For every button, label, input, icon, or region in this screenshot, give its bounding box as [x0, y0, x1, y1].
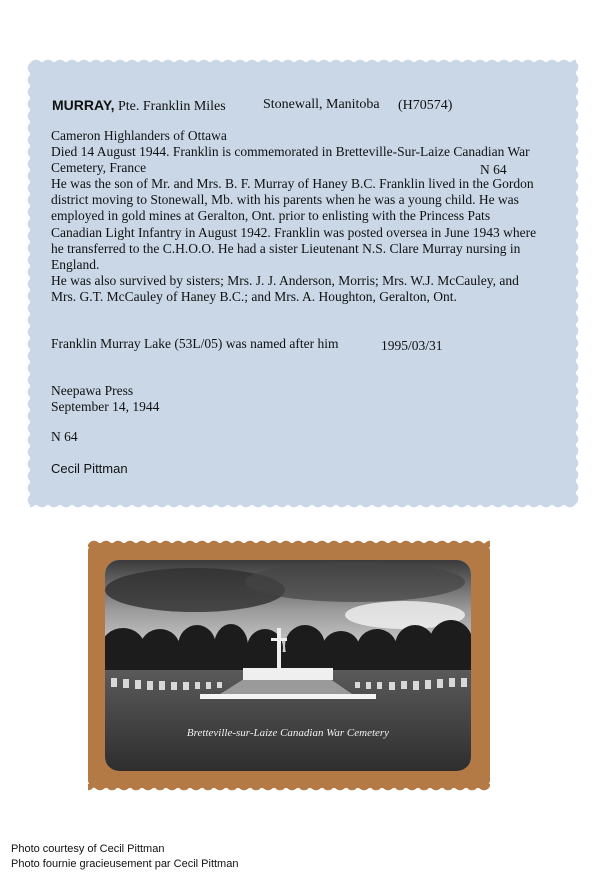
photo-credit-english: Photo courtesy of Cecil Pittman — [11, 843, 165, 855]
newspaper-name: Neepawa Press — [51, 383, 134, 398]
para2-line2: Mrs. G.T. McCauley of Haney B.C.; and Mrs. A. Houghton, Geralton, Ont. — [51, 288, 457, 304]
cloud — [245, 562, 465, 602]
reference-inline: N 64 — [480, 162, 507, 177]
cross-of-sacrifice — [277, 628, 281, 670]
para2-line1: He was also survived by sisters; Mrs. J. J. Anderson, Morris; Mrs. W.J. McCauley, and — [51, 272, 519, 288]
para1-line6: England. — [51, 256, 100, 272]
soldier-surname: MURRAY, — [52, 97, 115, 113]
para1-line3: employed in gold mines at Geralton, Ont. prior to enlisting with the Princess Pats — [51, 208, 491, 224]
lake-date: 1995/03/31 — [381, 338, 443, 353]
photo-frame — [88, 543, 490, 788]
cemetery-photo — [105, 560, 471, 771]
para1-line1: He was the son of Mr. and Mrs. B. F. Murray of Haney B.C. Franklin lived in the Gordon — [51, 176, 534, 192]
reference-number: N 64 — [51, 429, 78, 444]
newspaper-date: September 14, 1944 — [51, 399, 160, 414]
cemetery-illustration — [105, 560, 471, 771]
hometown: Stonewall, Manitoba — [263, 97, 380, 112]
card-scallop-left — [24, 62, 34, 505]
para1-line2: district moving to Stonewall, Mb. with his parents when he was a young child. He was — [51, 192, 519, 208]
lake-text: Franklin Murray Lake (53L/05) was named after him — [51, 336, 339, 351]
soldier-rank-name: Pte. Franklin Miles — [114, 99, 226, 114]
unit-line: Cameron Highlanders of Ottawa — [51, 128, 227, 143]
stone-of-remembrance — [243, 668, 333, 680]
obituary-body — [51, 128, 571, 305]
cross-arm — [271, 638, 287, 641]
service-number: (H70574) — [398, 98, 453, 113]
photo-caption: Bretteville-sur-Laize Canadian War Cemetery — [186, 727, 390, 739]
photo-credit-french: Photo fournie gracieusement par Cecil Pittman — [11, 858, 239, 870]
contributor-name: Cecil Pittman — [51, 461, 128, 476]
card-scallop-right — [572, 62, 582, 505]
cemetery-line: Cemetery, France — [51, 160, 147, 176]
para1-line4: Canadian Light Infantry in August 1942. Franklin was posted oversea in June 1943 where — [51, 224, 537, 240]
died-line: Died 14 August 1944. Franklin is commemorated in Bretteville-Sur-Laize Canadian War — [51, 144, 530, 160]
soldier-name — [52, 97, 226, 115]
terrace-step — [200, 694, 376, 699]
para1-line5: he transferred to the C.H.O.O. He had a sister Lieutenant N.S. Clare Murray nursing in — [51, 240, 521, 256]
